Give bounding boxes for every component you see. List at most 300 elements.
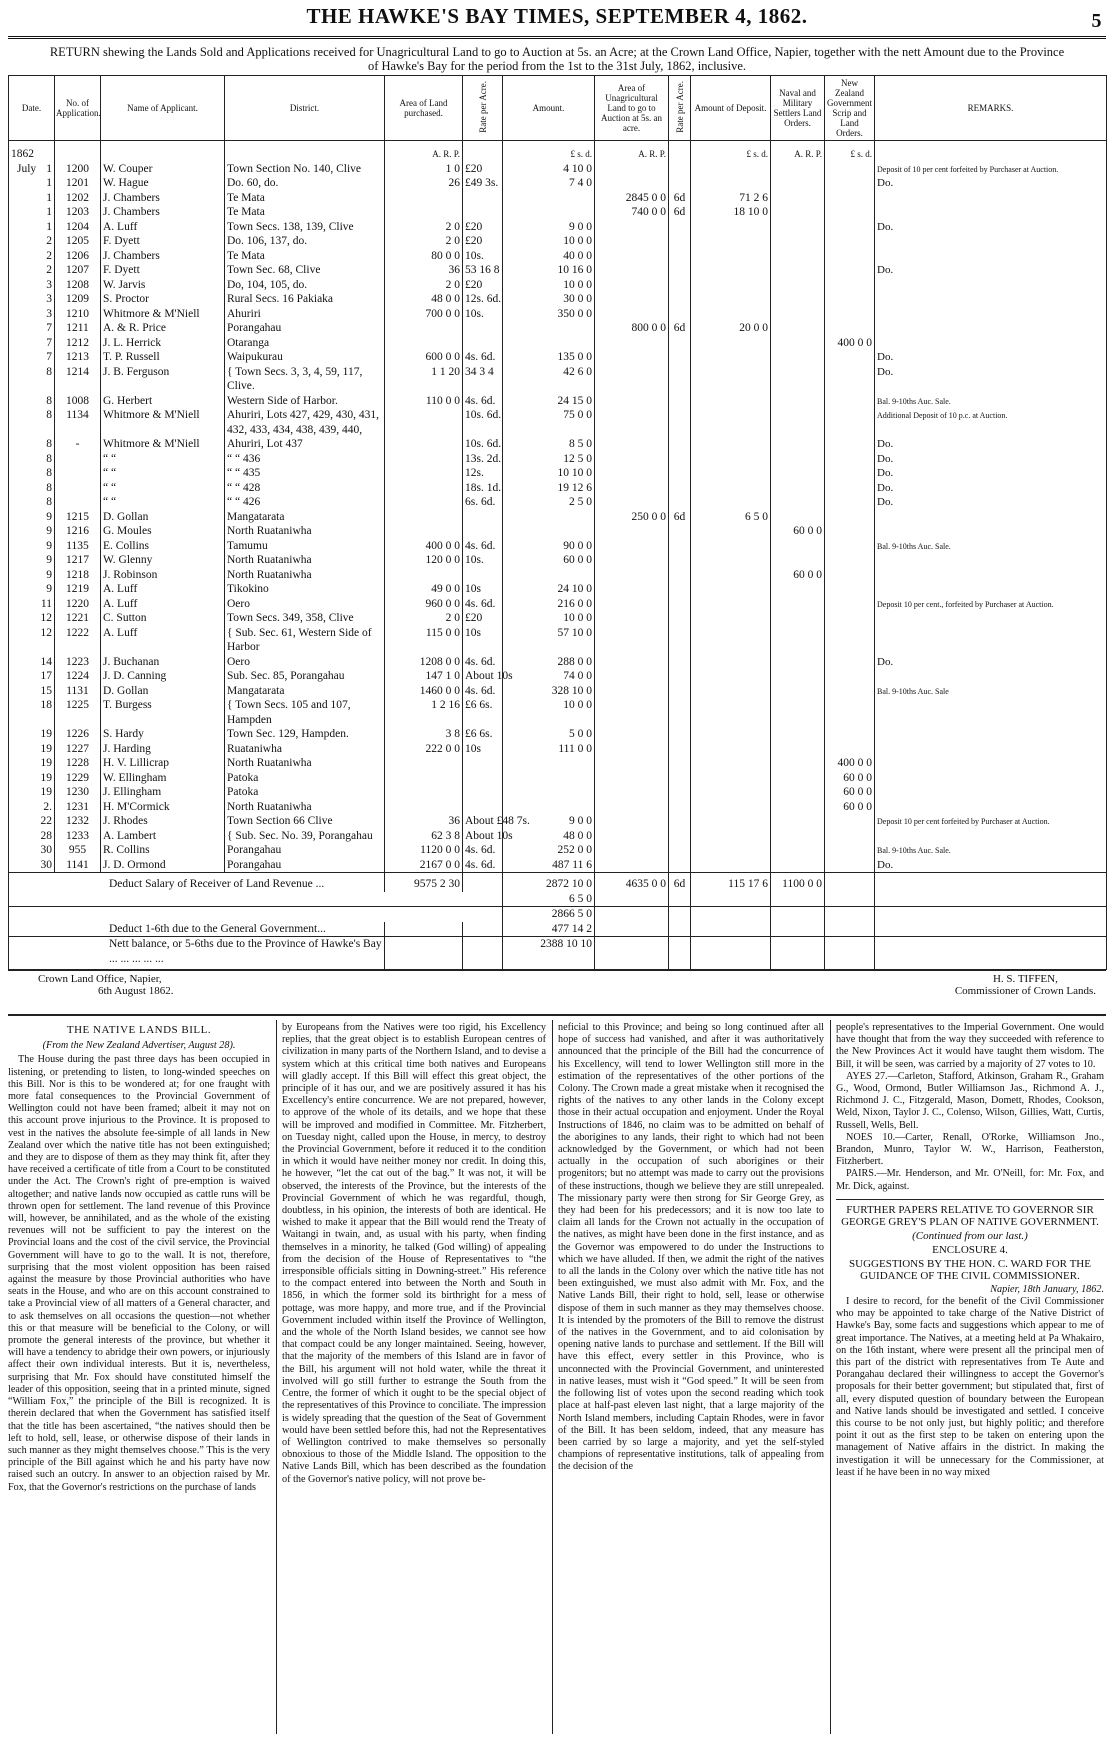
year-label: 1862 (9, 141, 55, 162)
cell-rate: £20 (465, 220, 483, 233)
noes-list: NOES 10.—Carter, Renall, O'Rorke, Williamson Jno., Brandon, Munro, Taylor W. W., Harrison, Featherston, Fitzherbert. (836, 1131, 1104, 1168)
newspaper-page (8, 4, 1106, 1001)
cell-no: 1200 (66, 162, 89, 175)
cell-amt: 8 5 0 (569, 438, 592, 450)
cell-dist: { Sub. Sec. No. 39, Porangahau (227, 829, 373, 842)
cell-rate: 4s. 6d. (465, 597, 496, 610)
cell-rem: Do. (877, 264, 894, 276)
table-row (9, 626, 1107, 655)
cell-rem: Do. (877, 177, 894, 189)
cell-no: 1222 (66, 626, 89, 639)
column-rule (552, 1020, 553, 1734)
cell-dist: Do. 60, do. (227, 177, 279, 189)
cell-rate: 4s. 6d. (465, 539, 496, 552)
cell-rate: 10s. 6d. (465, 409, 502, 421)
cell-no: 1231 (66, 800, 89, 813)
table-row (9, 814, 1107, 829)
cell-area: 1 1 20 (431, 365, 460, 378)
cell-name: R. Collins (103, 844, 150, 856)
table-row (9, 394, 1107, 409)
cell-dep: 71 2 6 (739, 191, 768, 204)
native-bill-source: (From the New Zealand Advertiser, August 28). (42, 1040, 236, 1052)
units-deposit: £ s. d. (691, 141, 771, 162)
cell-dist: Sub. Sec. 85, Porangahau (227, 670, 345, 682)
cell-rem: Do. (877, 438, 894, 450)
cell-dist: Town Sec. 68, Clive (227, 264, 321, 276)
cell-area: 3 8 (445, 728, 460, 740)
cell-name: T. P. Russell (103, 351, 160, 363)
cell-amt: 57 10 0 (557, 626, 592, 639)
cell-rate: 4s. 6d. (465, 844, 496, 856)
divider (836, 1199, 1104, 1200)
cell-d: 1 (46, 206, 52, 218)
table-row (9, 191, 1107, 206)
cell-d: 3 (46, 293, 52, 305)
cell-dist: { Town Secs. 105 and 107, Hampden (227, 699, 351, 726)
cell-dist: Porangahau (227, 858, 282, 871)
cell-no: 1205 (66, 235, 89, 247)
pairs-list: PAIRS.—Mr. Henderson, and Mr. O'Neill, for: Mr. Fox, and Mr. Dick, against. (836, 1168, 1104, 1192)
table-row (9, 452, 1107, 467)
cell-amt: 60 0 0 (563, 554, 592, 566)
cell-rate: 4s. 6d. (465, 858, 496, 871)
table-row (9, 220, 1107, 235)
cell-name: Whitmore & M'Niell (103, 438, 200, 450)
cell-amt: 40 0 0 (563, 249, 592, 262)
cell-rem: Deposit of 10 per cent forfeited by Purchaser at Auction. (877, 164, 1059, 174)
cell-dep: 6 5 0 (745, 510, 768, 523)
cell-dist: North Ruataniwha (227, 568, 312, 581)
cell-rate: £20 (465, 278, 483, 291)
cell-name: F. Dyett (103, 235, 140, 247)
cell-name: G. Moules (103, 525, 152, 537)
cell-rate: £20 (465, 235, 483, 247)
cell-d: 18 (40, 699, 52, 711)
cell-name: J. Rhodes (103, 815, 148, 827)
cell-no: 1212 (66, 336, 89, 349)
article-text: I desire to record, for the benefit of the Civil Commissioner who may be appointed to take charge of the Native District of Hawke's Bay, some facts and suggestions which appear to me of great importance. The Natives, at a meeting held at Pa Whakairo, on the 16th instant, where were present all the principal men of this part of the district with representatives from Te Aute and Porangahau declared their willingness to accept the Governor's proposals for their better government; but stipulated that, first of all, every disputed question of boundary between the European and Native lands should be investigated and settled. I conceive this course to be not only just, but highly politic; and therefore point it out as the first step to be taken on entering upon the management of Native affairs in the district. In making the investigation it will be unnecessary for the Commissioner, at least if he have been in no way mixed (836, 1296, 1104, 1478)
cell-rem: Deposit 10 per cent., forfeited by Purchaser at Auction. (877, 599, 1054, 609)
cell-dist: North Ruataniwha (227, 554, 312, 566)
cell-d: 7 (46, 351, 52, 363)
nett-label: Nett balance, or 5-6ths due to the Province of Hawke's Bay ... ... ... ... ... (109, 938, 382, 965)
cell-dist: Western Side of Harbor. (227, 394, 338, 407)
table-row (9, 176, 1107, 191)
cell-rate: 4s. 6d. (465, 684, 496, 697)
cell-no: 1229 (66, 771, 89, 784)
cell-d: 8 (46, 452, 52, 465)
cell-d: 7 (46, 322, 52, 334)
cell-dist: North Ruataniwha (227, 525, 312, 537)
cell-no: 1203 (66, 206, 89, 218)
cell-rem: Do. (877, 220, 894, 233)
table-row (9, 205, 1107, 220)
table-row (9, 684, 1107, 699)
cell-dist: Patoka (227, 786, 259, 798)
cell-rate: 10s. (465, 554, 484, 566)
cell-name: A. Luff (103, 583, 138, 595)
header-applicant: Name of Applicant. (101, 76, 225, 141)
cell-no: 1226 (66, 728, 89, 740)
table-row (9, 785, 1107, 800)
cell-name: “ “ (103, 496, 117, 508)
cell-no: 1218 (66, 568, 89, 581)
table-row (9, 771, 1107, 786)
cell-amt: 2 5 0 (569, 496, 592, 508)
cell-amt: 350 0 0 (557, 307, 592, 320)
cell-name: W. Glenny (103, 554, 153, 566)
cell-name: A. Luff (103, 220, 138, 233)
cell-un: 250 0 0 (631, 510, 666, 523)
cell-amt: 216 0 0 (557, 597, 592, 610)
cell-no: 1220 (66, 597, 89, 610)
table-row (9, 742, 1107, 757)
cell-no: 1215 (66, 510, 89, 523)
page-number: 5 (1091, 10, 1102, 32)
cell-name: D. Gollan (103, 684, 149, 697)
cell-rate: 4s. 6d. (465, 655, 496, 668)
cell-area: 2 0 (445, 278, 460, 291)
cell-dist: “ “ 436 (227, 452, 261, 465)
totals-row (9, 892, 1107, 907)
cell-rem: Additional Deposit of 10 p.c. at Auction. (877, 411, 1008, 420)
footer-date: 6th August 1862. (98, 985, 174, 997)
cell-rem: Do. (877, 452, 894, 465)
table-row (9, 800, 1107, 815)
cell-dist: Town Secs. 349, 358, Clive (227, 612, 354, 624)
cell-name: S. Proctor (103, 293, 149, 305)
units-area: A. R. P. (385, 141, 463, 162)
cell-dist: “ “ 428 (227, 481, 261, 494)
cell-r2: 6d (673, 510, 686, 523)
cell-rate: 10s (465, 626, 481, 639)
napier-date: Napier, 18th January, 1862. (990, 1283, 1104, 1295)
cell-rate: £49 3s. (465, 177, 499, 189)
table-row (9, 510, 1107, 525)
article-text: people's representatives to the Imperial Government. One would have thought that from the way they succeeded with reference to the New Provinces Act it would have taught them wisdom. The Bill, it will be seen, was carried by a majority of 27 votes to 10. (836, 1022, 1104, 1070)
cell-d: 1 (46, 177, 52, 189)
cell-no: 1209 (66, 293, 89, 305)
table-row (9, 365, 1107, 394)
cell-rate: 12s. (465, 467, 484, 479)
cell-amt: 42 6 0 (563, 365, 592, 378)
cell-rem: Do. (877, 481, 894, 494)
cell-amt: 10 10 0 (557, 467, 592, 479)
table-row (9, 611, 1107, 626)
cell-d: 8 (46, 467, 52, 479)
table-row (9, 437, 1107, 452)
total-unagri: 4635 0 0 (625, 878, 666, 890)
cell-nzs: 400 0 0 (837, 757, 872, 769)
cell-dist: Ahuriri (227, 307, 261, 320)
cell-rem: Do. (877, 351, 894, 363)
table-row (9, 524, 1107, 539)
cell-dist: Town Section 66 Clive (227, 815, 333, 827)
cell-d: 9 (46, 583, 52, 595)
cell-amt: 48 0 0 (563, 829, 592, 842)
table-row (9, 829, 1107, 844)
cell-amt: 24 10 0 (557, 583, 592, 595)
masthead-title: THE HAWKE'S BAY TIMES, SEPTEMBER 4, 1862. (306, 4, 808, 28)
cell-rem: Bal. 9-10ths Auc. Sale. (877, 541, 951, 551)
cell-no: 1228 (66, 757, 89, 769)
cell-no: 1230 (66, 786, 89, 798)
header-deposit: Amount of Deposit. (691, 76, 771, 141)
cell-dist: Te Mata (227, 249, 265, 262)
cell-rate: 10s (465, 583, 481, 595)
cell-name: “ “ (103, 467, 117, 479)
cell-name: “ “ (103, 452, 117, 465)
total-naval: 1100 0 0 (782, 878, 822, 890)
cell-name: W. Hague (103, 177, 149, 189)
cell-no: 1208 (66, 278, 89, 291)
cell-name: J. Ellingham (103, 786, 162, 798)
cell-rate: £20 (465, 162, 483, 175)
cell-area: 400 0 0 (425, 539, 460, 552)
cell-d: 2 (46, 249, 52, 262)
cell-d: 19 (40, 771, 52, 784)
cell-no: 1206 (66, 249, 89, 262)
cell-d: 7 (46, 336, 52, 349)
cell-name: A. Lambert (103, 829, 157, 842)
cell-name: J. Harding (103, 742, 151, 755)
cell-d: 2 (46, 264, 52, 276)
column-rule (830, 1020, 831, 1734)
cell-no: 1202 (66, 191, 89, 204)
cell-rem: Do. (877, 496, 894, 508)
table-row (9, 698, 1107, 727)
cell-name: A. Luff (103, 597, 138, 610)
cell-d: 19 (40, 728, 52, 740)
table-row (9, 727, 1107, 742)
cell-amt: 252 0 0 (557, 844, 592, 856)
table-row (9, 582, 1107, 597)
cell-area: 2 0 (445, 220, 460, 233)
table-row (9, 858, 1107, 873)
cell-dist: Do, 104, 105, do. (227, 278, 308, 291)
gov-amount: 477 14 2 (551, 922, 592, 935)
cell-dist: { Town Secs. 3, 3, 4, 59, 117, Clive. (227, 365, 363, 392)
table-row (9, 278, 1107, 293)
cell-rate: 6s. 6d. (465, 496, 496, 508)
cell-dist: Mangatarata (227, 510, 285, 523)
cell-d: 19 (40, 757, 52, 769)
return-title: RETURN shewing the Lands Sold and Applications received for Unagricultural Land to go to Auction at 5s. an Acre; at the Crown Land Office, Napier, together with the nett Amount due to the Province of Hawke's Bay for the period from the 1st to the 31st July, 1862, inclusive. (49, 45, 1065, 73)
cell-no: 1141 (66, 858, 89, 871)
cell-d: 8 (46, 394, 52, 407)
cell-r2: 6d (673, 191, 686, 204)
cell-no: 1227 (66, 742, 89, 755)
cell-dist: Otaranga (227, 336, 270, 349)
article-text: The House during the past three days has been occupied in listening, or pretending to listen, to long-winded speeches on this Bill. Nor is this to be wondered at; for one fraught with more fatal consequences to the Provincial Government of Wellington could not have been framed; albeit it may not on this account prove injurious to the Province. It is proposed to vest in the natives the absolute fee-simple of all lands in New Zealand over which the native title has not been extinguished; and they are to dispose of them as they may think fit, after they have received a certificate of title from a Court to be constituted under the Act. The Crown's right of pre-emption is waived altogether; and native lands now occupied as cattle runs will be thrown open for settlement. The land revenue of this Province will, however, be annihilated, and as the whole of the existing revenues will not be sufficient to pay the interest on the Provincial loans and the cost of the civil service, the Provincial Government will have to go to the wall. It is not, therefore, surprising that the most violent opposition has been raised against the measure by those Provincial authorities who have seats in the House, and who are on this account constrained to take a Provincial view of all matters of a General character, and to ask themselves on all occasions the question—not whether this or that measure will be beneficial to the Colony, or will promote the general interests of the province, but whether it will have a tendency to abridge their own powers, or injuriously affect their own individual interests. But it is, nevertheless, surprising that Mr. Fox should have constituted himself the leader of this opposition, seeing that in a printed minute, signed “William Fox,” the principle of the Bill is recognized. It is therein declared that when the Government has satisfied itself that the title has been ascertained, “the natives should then be left to hold, sell, lease, or otherwise dispose of their lands in such manner as they might themselves choose.” This is the very principle of the Bill against which he and his party have now raised such an outcry. In answer to an objection raised by Mr. Fox, that the Governor's restrictions on the purchase of lands (8, 1054, 270, 1493)
table-row (9, 539, 1107, 554)
cell-dist: North Ruataniwha (227, 800, 312, 813)
cell-dist: Porangahau (227, 322, 282, 334)
cell-dist: Ahuriri, Lot 437 (227, 438, 303, 450)
cell-amt: 24 15 0 (557, 394, 592, 407)
cell-d: 30 (40, 844, 52, 856)
table-row (9, 263, 1107, 278)
masthead-rule (8, 36, 1106, 39)
cell-dist: Town Section No. 140, Clive (227, 162, 361, 175)
masthead (8, 4, 1106, 34)
cell-no: 1213 (66, 351, 89, 363)
cell-rate: 10s. 6d. (465, 438, 502, 450)
table-row (9, 321, 1107, 336)
totals-row (9, 922, 1107, 937)
cell-rate: 4s. 6d. (465, 394, 496, 407)
cell-un: 800 0 0 (631, 322, 666, 334)
cell-rem: Do. (877, 858, 894, 871)
cell-name: W. Jarvis (103, 278, 146, 291)
cell-nzs: 60 0 0 (843, 771, 872, 784)
table-row (9, 336, 1107, 351)
cell-dist: Oero (227, 597, 250, 610)
cell-d: 9 (46, 510, 52, 523)
cell-area: 960 0 0 (425, 597, 460, 610)
table-row (9, 568, 1107, 583)
cell-no: 1225 (66, 699, 89, 711)
table-row (9, 350, 1107, 365)
table-row (9, 234, 1107, 249)
return-footer (8, 970, 1106, 1001)
cell-d: 11 (40, 597, 52, 610)
cell-area: 1 2 16 (431, 699, 460, 711)
cell-rate: 10s. (465, 249, 484, 262)
cell-name: S. Hardy (103, 728, 144, 740)
cell-no: 1201 (66, 177, 89, 189)
cell-amt: 111 0 0 (558, 742, 592, 755)
cell-d: 28 (40, 829, 52, 842)
cell-dist: “ “ 426 (227, 496, 261, 508)
cell-amt: 135 0 0 (557, 351, 592, 363)
cell-dist: Waipukurau (227, 351, 283, 363)
cell-no: 1219 (66, 583, 89, 595)
article-column-1 (8, 1022, 270, 1732)
cell-name: C. Sutton (103, 612, 147, 624)
cell-amt: 10 16 0 (557, 264, 592, 276)
cell-no: 1217 (66, 554, 89, 566)
total-deposit: 115 17 6 (728, 878, 768, 890)
cell-nzs: 400 0 0 (837, 336, 872, 349)
cell-dist: Do. 106, 137, do. (227, 235, 308, 247)
cell-rate: About £48 7s. (465, 815, 530, 827)
footer-signer-title: Commissioner of Crown Lands. (954, 985, 1096, 997)
cell-rate: £6 6s. (465, 728, 493, 740)
header-district: District. (225, 76, 385, 141)
article-column-3 (558, 1022, 824, 1732)
cell-rem: Deposit 10 per cent forfeited by Purchaser at Auction. (877, 817, 1050, 826)
header-area: Area of Land purchased. (385, 76, 463, 141)
cell-rate: 34 3 4 (465, 365, 494, 378)
cell-rate: £6 6s. (465, 699, 493, 711)
cell-amt: 10 0 0 (563, 235, 592, 247)
cell-name: J. Chambers (103, 206, 160, 218)
cell-area: 700 0 0 (425, 307, 460, 320)
cell-d: 12 (40, 626, 52, 639)
cell-d: 9 (46, 525, 52, 537)
cell-dist: Mangatarata (227, 684, 285, 697)
cell-rate: 4s. 6d. (465, 351, 496, 363)
cell-amt: 12 5 0 (563, 452, 592, 465)
cell-area: 36 (448, 815, 460, 827)
cell-name: J. Robinson (103, 568, 158, 581)
cell-rem: Bal. 9-10ths Auc. Sale. (877, 396, 951, 406)
totals-row (9, 873, 1107, 892)
cell-amt: 75 0 0 (563, 409, 592, 421)
cell-rem: Do. (877, 365, 894, 378)
cell-no: 1221 (66, 612, 89, 624)
cell-no: 1207 (66, 264, 89, 276)
cell-dist: Tikokino (227, 583, 269, 595)
nett-amount: 2388 10 10 (540, 938, 592, 950)
cell-name: J. D. Canning (103, 670, 167, 682)
total-rate: 6d (673, 878, 686, 890)
cell-rate: 12s. 6d. (465, 293, 502, 305)
cell-name: H. V. Lillicrap (103, 757, 170, 769)
continued-note: (Continued from our last.) (912, 1229, 1028, 1242)
table-row (9, 495, 1107, 510)
header-amount: Amount. (503, 76, 595, 141)
subtotal-amount: 2866 5 0 (551, 908, 592, 920)
table-row (9, 655, 1107, 670)
cell-d: 8 (46, 481, 52, 494)
cell-rate: £20 (465, 612, 483, 624)
cell-name: Whitmore & M'Niell (103, 307, 200, 320)
cell-area: 1 0 (445, 162, 460, 175)
table-row (9, 408, 1107, 437)
table-row (9, 843, 1107, 858)
cell-name: E. Collins (103, 539, 150, 552)
cell-dist: Oero (227, 655, 250, 668)
cell-area: 49 0 0 (431, 583, 460, 595)
cell-d: 2 (46, 235, 52, 247)
cell-name: W. Ellingham (103, 771, 167, 784)
cell-dist: North Ruataniwha (227, 757, 312, 769)
cell-area: 1208 0 0 (419, 655, 460, 668)
footer-office: Crown Land Office, Napier, (38, 973, 162, 985)
cell-no: 1131 (66, 684, 89, 697)
cell-area: 1120 0 0 (420, 844, 460, 856)
cell-dist: Te Mata (227, 191, 265, 204)
units-nz: £ s. d. (825, 141, 875, 162)
cell-dep: 18 10 0 (733, 206, 768, 218)
cell-no: 1008 (66, 394, 89, 407)
cell-d: 19 (40, 742, 52, 755)
cell-d: 30 (40, 858, 52, 871)
cell-dist: “ “ 435 (227, 467, 261, 479)
cell-no: 1210 (66, 307, 89, 320)
cell-area: 147 1 0 (425, 670, 460, 682)
further-papers-title: FURTHER PAPERS RELATIVE TO GOVERNOR SIR GEORGE GREY'S PLAN OF NATIVE GOVERNMENT. (841, 1203, 1099, 1228)
cell-un: 740 0 0 (631, 206, 666, 218)
table-row (9, 249, 1107, 264)
cell-area: 222 0 0 (425, 742, 460, 755)
table-row (9, 466, 1107, 481)
cell-rem: Do. (877, 467, 894, 479)
cell-name: A. Luff (103, 626, 138, 639)
gov-label: Deduct 1-6th due to the General Government... (109, 922, 326, 935)
cell-no: 1224 (66, 670, 89, 682)
cell-dist: Tamumu (227, 539, 268, 552)
cell-area: 1460 0 0 (419, 684, 460, 697)
salary-amount: 6 5 0 (569, 892, 592, 905)
header-unagricultural: Area of Unagricultural Land to go to Auction at 5s. an acre. (595, 76, 669, 141)
header-remarks: REMARKS. (875, 76, 1107, 141)
cell-d: 8 (46, 409, 52, 421)
cell-dist: Rural Secs. 16 Pakiaka (227, 293, 334, 305)
cell-amt: 19 12 6 (557, 481, 592, 494)
